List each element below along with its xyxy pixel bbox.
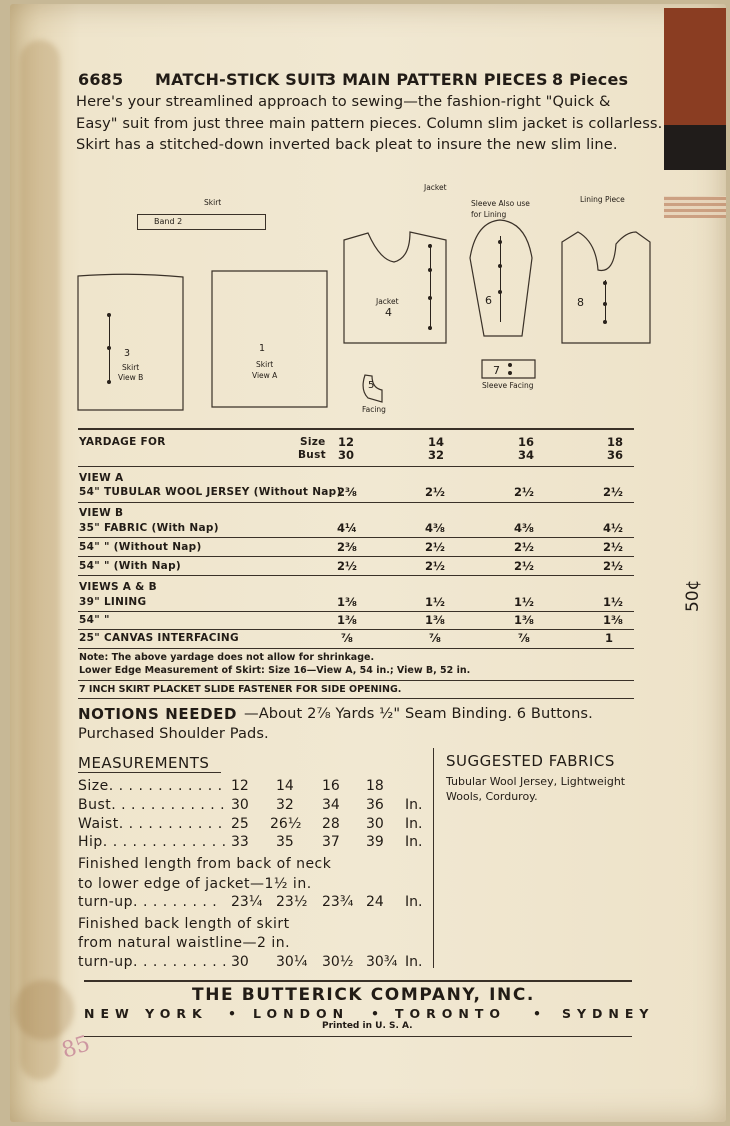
measurement-value: 30 xyxy=(231,797,249,813)
yardage-row-label: 54" TUBULAR WOOL JERSEY (Without Nap) xyxy=(79,486,342,498)
dot xyxy=(428,244,432,248)
column-divider xyxy=(433,748,434,968)
dot xyxy=(508,371,512,375)
yardage-value: ⅞ xyxy=(518,631,530,645)
piece-count: 8 Pieces xyxy=(552,70,629,89)
jacket-turnup-value: 23¼ xyxy=(231,894,263,910)
bust-col: 32 xyxy=(428,448,445,462)
divider xyxy=(78,556,634,557)
yardage-value: ⅞ xyxy=(341,631,353,645)
measurement-value: 33 xyxy=(231,834,249,850)
piece-number: 3 xyxy=(124,348,131,359)
measurement-label: Hip. . . . . . . . . . . . . xyxy=(78,834,227,850)
piece-number: 1 xyxy=(259,343,266,354)
yardage-value: 2½ xyxy=(425,559,445,573)
dot xyxy=(428,296,432,300)
yardage-value: 2½ xyxy=(425,485,445,499)
jacket-turnup-label: turn-up. . . . . . . . . xyxy=(78,894,218,910)
piece-name: Skirt xyxy=(122,363,140,372)
pencil-mark: 85 xyxy=(58,1031,94,1064)
dot xyxy=(508,363,512,367)
divider xyxy=(78,537,634,538)
divider xyxy=(78,502,634,503)
skirt-length-text: from natural waistline—2 in. xyxy=(78,935,291,951)
notions-line: Purchased Shoulder Pads. xyxy=(78,725,269,742)
yardage-row-label: 35" FABRIC (With Nap) xyxy=(79,522,219,534)
measurement-value: 12 xyxy=(231,778,249,794)
yardage-value: 2½ xyxy=(603,485,623,499)
divider xyxy=(78,466,634,467)
price: 50¢ xyxy=(683,579,703,612)
printed-in: Printed in U. S. A. xyxy=(322,1021,413,1031)
measurement-value: 32 xyxy=(276,797,294,813)
divider xyxy=(78,698,634,699)
skirt-turnup-value: 30¾ xyxy=(366,954,398,970)
yardage-value: 1½ xyxy=(603,595,623,609)
piece-view: View A xyxy=(252,371,278,380)
size-col: 18 xyxy=(607,435,624,449)
yardage-value: 2½ xyxy=(337,559,357,573)
bust-col: 34 xyxy=(518,448,535,462)
description-line: Here's your streamlined approach to sewing—the fashion-right "Quick & xyxy=(76,93,611,110)
size-col: 12 xyxy=(338,435,355,449)
jacket-turnup-value: 23½ xyxy=(276,894,308,910)
dot xyxy=(498,240,502,244)
measurement-unit: In. xyxy=(405,894,423,910)
divider xyxy=(78,648,634,649)
yardage-row-label: 54" " xyxy=(79,614,110,626)
divider xyxy=(78,772,221,773)
pattern-subtitle: 3 MAIN PATTERN PIECES xyxy=(325,70,548,89)
company-name: THE BUTTERICK COMPANY, INC. xyxy=(192,985,535,1005)
city: NEW YORK xyxy=(84,1006,208,1021)
dot xyxy=(498,290,502,294)
description-line: Easy" suit from just three main pattern pieces. Column slim jacket is collarless. xyxy=(76,115,663,132)
measurement-value: 18 xyxy=(366,778,384,794)
yardage-value: 1⅜ xyxy=(603,613,623,627)
divider xyxy=(84,1036,632,1037)
notions-line: —About 2⅞ Yards ½" Seam Binding. 6 Buttons. xyxy=(244,705,593,722)
measurement-unit: In. xyxy=(405,816,423,832)
measurement-label: Bust. . . . . . . . . . . . xyxy=(78,797,226,813)
yardage-value: 2⅜ xyxy=(337,540,357,554)
yardage-value: 1½ xyxy=(514,595,534,609)
jacket-turnup-value: 24 xyxy=(366,894,384,910)
yardage-value: 1⅜ xyxy=(337,613,357,627)
measurement-unit: In. xyxy=(405,797,423,813)
size-col: 16 xyxy=(518,435,535,449)
skirt-turnup-value: 30¼ xyxy=(276,954,308,970)
diagram-label-skirt: Skirt xyxy=(204,198,222,207)
measurement-value: 35 xyxy=(276,834,294,850)
yardage-row-label: 54" " (With Nap) xyxy=(79,560,181,572)
size-col: 14 xyxy=(428,435,445,449)
pattern-piece-8 xyxy=(562,232,650,343)
divider xyxy=(78,629,634,630)
diagram-label-lining: Lining Piece xyxy=(580,195,625,204)
dot xyxy=(428,268,432,272)
dot xyxy=(428,326,432,330)
dot xyxy=(107,380,111,384)
yardage-value: 1½ xyxy=(425,595,445,609)
yardage-row-label: VIEW A xyxy=(79,472,124,484)
yardage-value: 4⅜ xyxy=(425,521,445,535)
yardage-value: 2½ xyxy=(425,540,445,554)
bust-label: Bust xyxy=(298,449,326,461)
description-line: Skirt has a stitched-down inverted back pleat to insure the new slim line. xyxy=(76,136,618,153)
yardage-note: Lower Edge Measurement of Skirt: Size 16—View A, 54 in.; View B, 52 in. xyxy=(79,665,471,676)
diagram-label-sleeve: for Lining xyxy=(471,210,507,219)
pattern-number: 6685 xyxy=(78,70,124,89)
yardage-value: 2½ xyxy=(603,540,623,554)
fabrics-heading: SUGGESTED FABRICS xyxy=(446,752,615,770)
grain-line xyxy=(605,280,606,322)
yardage-note: Note: The above yardage does not allow for shrinkage. xyxy=(79,652,375,663)
skirt-length-text: Finished back length of skirt xyxy=(78,916,290,932)
piece-name: Jacket xyxy=(376,297,399,306)
dot xyxy=(498,264,502,268)
placket-note: 7 INCH SKIRT PLACKET SLIDE FASTENER FOR SIDE OPENING. xyxy=(79,684,402,695)
piece-number: 6 xyxy=(485,294,492,307)
measurements-heading: MEASUREMENTS xyxy=(78,754,210,772)
yardage-value: 2⅜ xyxy=(337,485,357,499)
divider xyxy=(78,428,634,430)
pattern-piece-3 xyxy=(78,274,183,410)
yardage-value: 1⅜ xyxy=(337,595,357,609)
stain xyxy=(14,980,74,1040)
yardage-value: 4¼ xyxy=(337,521,357,535)
measurement-label: Waist. . . . . . . . . . . xyxy=(78,816,223,832)
piece-number: 4 xyxy=(385,306,392,319)
divider xyxy=(78,575,634,576)
pattern-piece-6 xyxy=(470,220,532,336)
yardage-value: 1⅜ xyxy=(425,613,445,627)
piece-name: Facing xyxy=(362,405,386,414)
yardage-value: 2½ xyxy=(603,559,623,573)
divider xyxy=(78,611,634,612)
measurement-unit: In. xyxy=(405,954,423,970)
measurement-unit: In. xyxy=(405,834,423,850)
measurement-value: 36 xyxy=(366,797,384,813)
yardage-value: 2½ xyxy=(514,540,534,554)
dot xyxy=(107,313,111,317)
piece-number: 5 xyxy=(368,380,375,391)
measurement-value: 34 xyxy=(322,797,340,813)
dot xyxy=(603,281,607,285)
diagram-label-jacket: Jacket xyxy=(424,183,447,192)
skirt-turnup-label: turn-up. . . . . . . . . . xyxy=(78,954,228,970)
yardage-row-label: VIEW B xyxy=(79,507,124,519)
yardage-value: 4½ xyxy=(603,521,623,535)
bust-col: 36 xyxy=(607,448,624,462)
yardage-title: YARDAGE FOR xyxy=(79,436,166,448)
measurement-value: 16 xyxy=(322,778,340,794)
measurement-value: 26½ xyxy=(270,816,302,832)
dot xyxy=(603,320,607,324)
bust-col: 30 xyxy=(338,448,355,462)
separator: • xyxy=(533,1006,547,1021)
piece-name: Sleeve Facing xyxy=(482,381,534,390)
pattern-piece-1 xyxy=(212,271,327,407)
yardage-row-label: VIEWS A & B xyxy=(79,581,157,593)
fabrics-line: Wools, Corduroy. xyxy=(446,790,538,803)
measurement-value: 14 xyxy=(276,778,294,794)
city: TORONTO xyxy=(395,1006,507,1021)
skirt-turnup-value: 30½ xyxy=(322,954,354,970)
yardage-row-label: 39" LINING xyxy=(79,596,147,608)
yardage-value: 1 xyxy=(605,631,614,645)
jacket-length-text: Finished length from back of neck xyxy=(78,856,332,872)
band-label: Band 2 xyxy=(154,217,183,226)
measurement-value: 39 xyxy=(366,834,384,850)
yardage-value: 1⅜ xyxy=(514,613,534,627)
dot xyxy=(107,346,111,350)
measurement-value: 37 xyxy=(322,834,340,850)
size-label: Size xyxy=(300,436,326,448)
yardage-value: 2½ xyxy=(514,485,534,499)
separator: • xyxy=(371,1006,385,1021)
yardage-value: ⅞ xyxy=(429,631,441,645)
measurement-value: 25 xyxy=(231,816,249,832)
yardage-row-label: 54" " (Without Nap) xyxy=(79,541,202,553)
divider xyxy=(78,680,634,681)
city: SYDNEY xyxy=(562,1006,655,1021)
yardage-row-label: 25" CANVAS INTERFACING xyxy=(79,632,239,644)
piece-number: 7 xyxy=(493,364,500,377)
jacket-length-text: to lower edge of jacket—1½ in. xyxy=(78,876,312,892)
piece-view: View B xyxy=(118,373,144,382)
separator: • xyxy=(228,1006,242,1021)
measurement-value: 30 xyxy=(366,816,384,832)
grain-line xyxy=(500,236,501,322)
measurement-value: 28 xyxy=(322,816,340,832)
piece-number: 8 xyxy=(577,296,584,309)
divider xyxy=(84,980,632,982)
measurement-label: Size. . . . . . . . . . . . xyxy=(78,778,223,794)
skirt-turnup-value: 30 xyxy=(231,954,249,970)
dot xyxy=(603,302,607,306)
pattern-title: MATCH-STICK SUIT xyxy=(155,70,328,89)
city: LONDON xyxy=(253,1006,350,1021)
jacket-turnup-value: 23¾ xyxy=(322,894,354,910)
yardage-value: 4⅜ xyxy=(514,521,534,535)
piece-name: Skirt xyxy=(256,360,274,369)
diagram-label-sleeve: Sleeve Also use xyxy=(471,199,530,208)
grain-line xyxy=(430,244,431,330)
fabrics-line: Tubular Wool Jersey, Lightweight xyxy=(446,775,626,788)
yardage-value: 2½ xyxy=(514,559,534,573)
notions-heading: NOTIONS NEEDED xyxy=(78,705,238,723)
